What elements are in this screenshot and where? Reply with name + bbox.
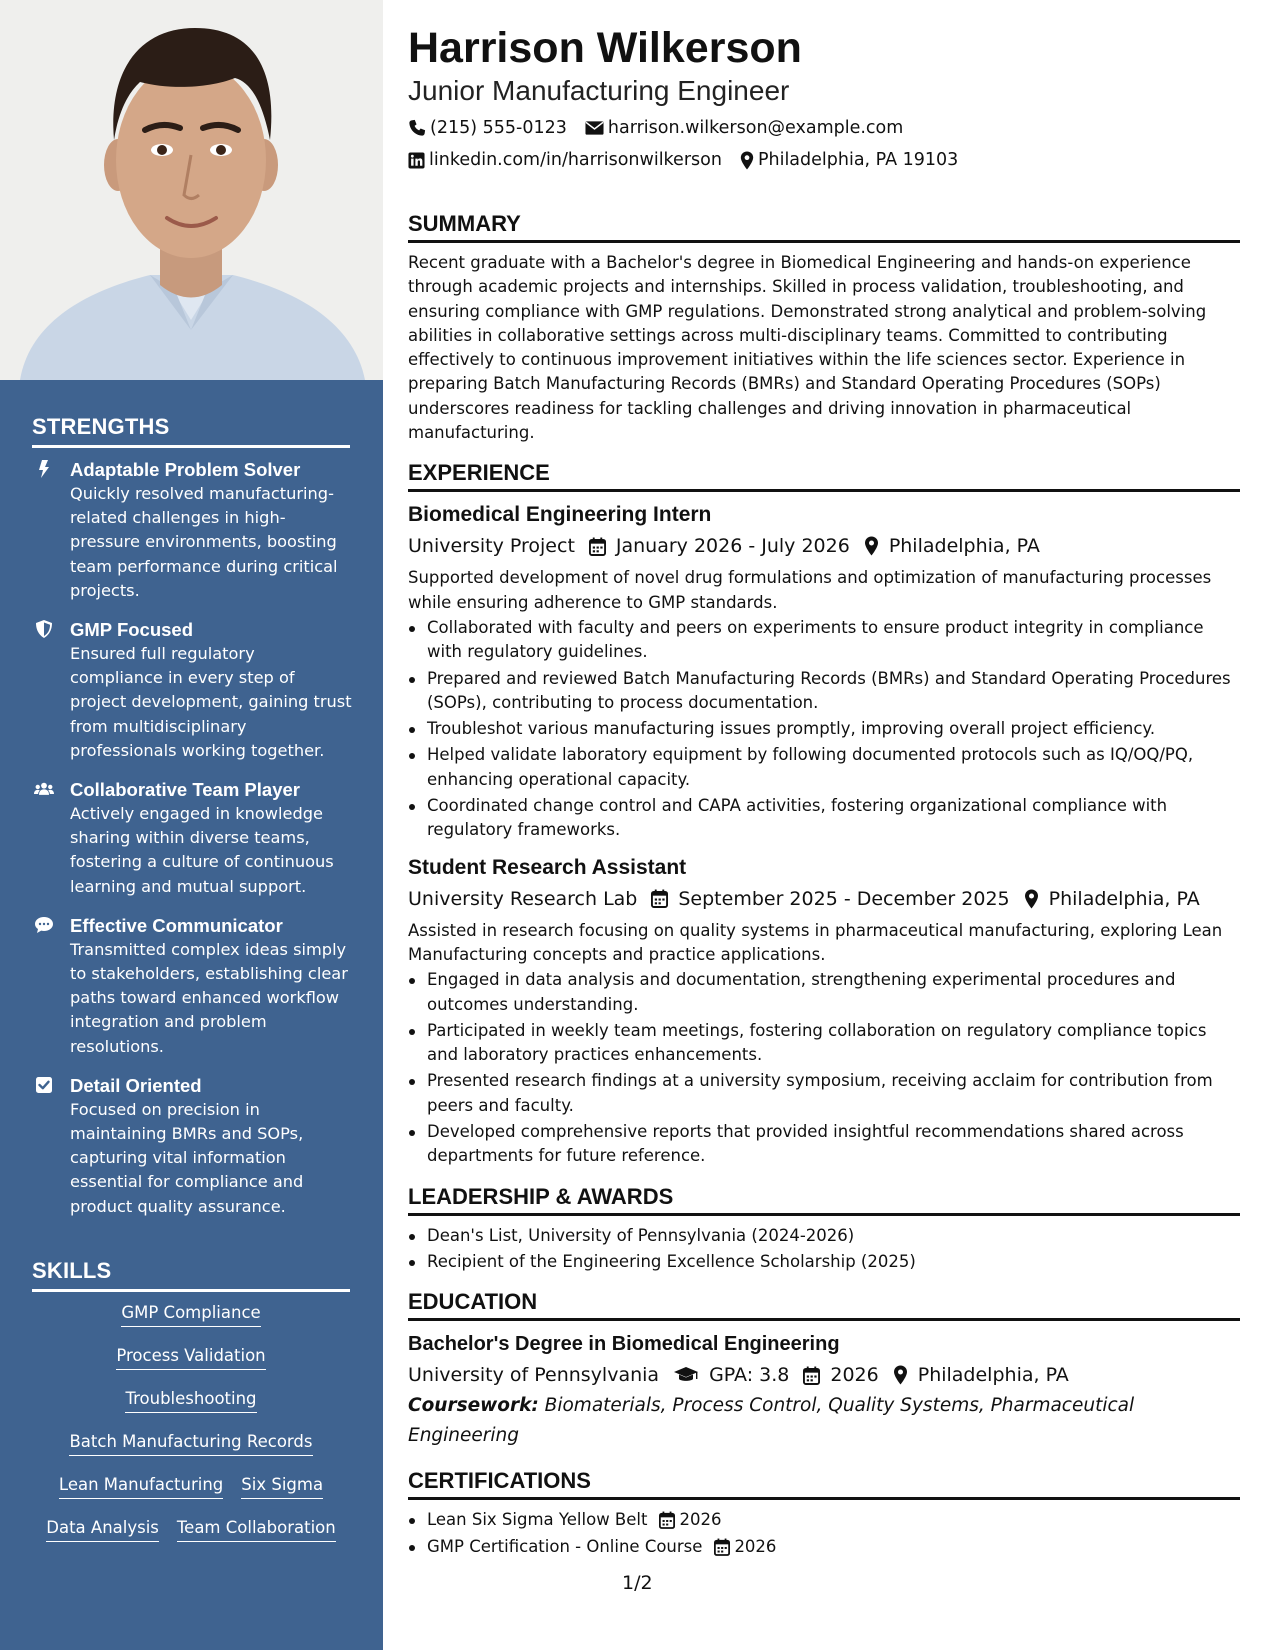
profile-photo: [0, 0, 383, 380]
experience-heading: EXPERIENCE: [408, 459, 1240, 492]
calendar-icon: [651, 889, 668, 908]
strength-description: Quickly resolved manufacturing-related challenges in high-pressure environments, boosting team performance during critical projects.: [70, 484, 338, 600]
location-contact: [740, 144, 958, 176]
job-meta: [408, 530, 1240, 562]
skill-tag: Six Sigma: [241, 1474, 323, 1499]
strength-description: Transmitted complex ideas simply to stakeholders, establishing clear paths toward enhanced workflow integration and problem resolutions.: [70, 939, 348, 1056]
certification-item: [408, 1508, 1240, 1532]
phone-icon: [408, 119, 426, 137]
job-bullets: [408, 616, 1240, 843]
strengths-list: [32, 458, 352, 1234]
skill-tag: Process Validation: [116, 1345, 265, 1370]
job-description: Supported development of novel drug formulations and optimization of manufacturing processes while ensuring adherence to GMP standards.: [408, 568, 1212, 612]
strength-item: [32, 618, 352, 763]
job-dates: January 2026 - July 2026: [615, 535, 850, 558]
contact-row: [408, 144, 1240, 176]
strength-item: [32, 458, 352, 603]
sidebar: [0, 0, 383, 1650]
location-text: Philadelphia, PA 19103: [757, 150, 959, 170]
users-icon: [34, 779, 54, 799]
strength-title: Effective Communicator: [70, 914, 283, 936]
job-bullets: [408, 968, 1240, 1168]
location-pin-icon: [740, 151, 754, 170]
skill-tag: Team Collaboration: [177, 1517, 336, 1542]
job-meta: [408, 883, 1240, 915]
email-text: harrison.wilkerson@example.com: [607, 118, 904, 138]
certification-year: 2026: [679, 1510, 722, 1530]
strength-item: [32, 914, 352, 1059]
bullet-item: Developed comprehensive reports that provided insightful recommendations shared across departments for future reference.: [408, 1120, 1240, 1169]
award-item: Recipient of the Engineering Excellence Scholarship (2025): [408, 1250, 1240, 1274]
coursework-line: [408, 1391, 1240, 1451]
candidate-name: Harrison Wilkerson: [408, 24, 802, 72]
job-title: Student Research Assistant: [408, 855, 687, 879]
certifications-section: [408, 1467, 1240, 1559]
job-org: University Research Lab: [408, 887, 638, 910]
job-location: Philadelphia, PA: [1048, 887, 1200, 910]
bullet-item: Participated in weekly team meetings, fostering collaboration on regulatory compliance topics and laboratory practices enhancements.: [408, 1019, 1240, 1068]
strength-title: Collaborative Team Player: [70, 779, 300, 801]
contact-row: [408, 112, 1240, 144]
strength-item: [32, 1074, 352, 1219]
skill-tag: Troubleshooting: [125, 1388, 256, 1413]
degree-title: Bachelor's Degree in Biomedical Engineering: [408, 1333, 840, 1356]
skill-tag: Lean Manufacturing: [59, 1474, 223, 1499]
school-name: University of Pennsylvania: [408, 1364, 660, 1387]
job-entry: [408, 853, 1240, 1169]
summary-heading: SUMMARY: [408, 210, 1240, 243]
skill-tag: Batch Manufacturing Records: [69, 1431, 312, 1456]
strength-title: Adaptable Problem Solver: [70, 459, 301, 480]
coursework-text: Biomaterials, Process Control, Quality Systems, Pharmaceutical Engineering: [408, 1395, 1135, 1447]
graduation-year: 2026: [830, 1364, 879, 1387]
bullet-item: Troubleshot various manufacturing issues promptly, improving overall project efficiency.: [408, 717, 1240, 741]
strength-description: Ensured full regulatory compliance in every step of project development, gaining trust from multidisciplinary professionals working together.: [70, 644, 352, 760]
strength-description: Actively engaged in knowledge sharing within diverse teams, fostering a culture of continuous learning and mutual support.: [70, 804, 334, 896]
bullet-item: Coordinated change control and CAPA activities, fostering organizational compliance with regulatory frameworks.: [408, 794, 1240, 843]
calendar-icon: [589, 537, 606, 556]
job-title: Biomedical Engineering Intern: [408, 503, 712, 527]
skill-tag: Data Analysis: [46, 1517, 159, 1542]
bullet-item: Engaged in data analysis and documentation, strengthening experimental procedures and outcomes understanding.: [408, 968, 1240, 1017]
linkedin-text: linkedin.com/in/harrisonwilkerson: [429, 150, 722, 170]
certification-list: [408, 1508, 1240, 1559]
bullet-item: Collaborated with faculty and peers on experiments to ensure product integrity in compliance with regulatory guidelines.: [408, 616, 1240, 665]
certification-name: GMP Certification - Online Course: [427, 1536, 703, 1556]
location-pin-icon: [864, 536, 879, 556]
certification-item: [408, 1535, 1240, 1559]
gpa-text: GPA: 3.8: [709, 1364, 790, 1387]
bullet-item: Helped validate laboratory equipment by following documented protocols such as IQ/OQ/PQ, enhancing operational capacity.: [408, 743, 1240, 792]
education-meta: [408, 1359, 1240, 1391]
job-org: University Project: [408, 535, 575, 558]
summary-text: Recent graduate with a Bachelor's degree in Biomedical Engineering and hands-on experience through academic projects and internships. Skilled in process validation, troubleshooting, and ensuring compliance with GMP regulations. Demonstrated strong analytical and problem-solving abilities in collaborative settings across multi-disciplinary teams. Committed to contributing effectively to continuous improvement initiatives within the life sciences sector. Experience in preparing Batch Manufacturing Records (BMRs) and Standard Operating Procedures (SOPs) underscores readiness for tackling challenges and driving innovation in pharmaceutical manufacturing.: [408, 253, 1207, 443]
check-square-icon: [34, 1075, 54, 1095]
main-content: [408, 22, 1240, 1561]
strengths-heading: STRENGTHS: [32, 414, 350, 448]
candidate-title: Junior Manufacturing Engineer: [408, 75, 790, 106]
calendar-icon: [714, 1538, 730, 1556]
envelope-icon: [585, 120, 604, 136]
bullet-item: Presented research findings at a university symposium, receiving acclaim for contribution from peers and faculty.: [408, 1069, 1240, 1118]
leadership-section: [408, 1183, 1240, 1275]
graduation-cap-icon: [673, 1366, 699, 1384]
strength-title: Detail Oriented: [70, 1074, 202, 1096]
bullet-item: Prepared and reviewed Batch Manufacturing Records (BMRs) and Standard Operating Procedures (SOPs), contributing to process documentation.: [408, 667, 1240, 716]
calendar-icon: [659, 1511, 675, 1529]
strength-description: Focused on precision in maintaining BMRs and SOPs, capturing vital information essential for compliance and product quality assurance.: [70, 1099, 304, 1216]
calendar-icon: [803, 1366, 820, 1385]
school-location: Philadelphia, PA: [917, 1364, 1069, 1387]
bolt-icon: [34, 459, 54, 479]
linkedin-contact[interactable]: [408, 144, 722, 176]
education-section: [408, 1288, 1240, 1451]
certification-name: Lean Six Sigma Yellow Belt: [427, 1510, 648, 1530]
experience-section: [408, 459, 1240, 1168]
skill-tag: GMP Compliance: [121, 1302, 260, 1327]
shield-icon: [34, 619, 54, 639]
phone-text: (215) 555-0123: [430, 118, 567, 138]
leadership-list: [408, 1224, 1240, 1275]
phone-contact[interactable]: [408, 112, 567, 144]
location-pin-icon: [1024, 889, 1039, 909]
job-dates: September 2025 - December 2025: [678, 887, 1010, 910]
location-pin-icon: [893, 1365, 908, 1385]
certifications-heading: CERTIFICATIONS: [408, 1467, 1240, 1500]
strength-item: [32, 778, 352, 899]
email-contact[interactable]: [585, 112, 903, 144]
page-number: 1/2: [622, 1572, 653, 1594]
education-heading: EDUCATION: [408, 1288, 1240, 1321]
skills-heading: SKILLS: [32, 1258, 350, 1292]
award-item: Dean's List, University of Pennsylvania (2024-2026): [408, 1224, 1240, 1248]
coursework-label: Coursework:: [408, 1395, 539, 1417]
certification-year: 2026: [734, 1536, 777, 1556]
skills-list: [32, 1302, 350, 1560]
job-entry: [408, 500, 1240, 842]
leadership-heading: LEADERSHIP & AWARDS: [408, 1183, 1240, 1216]
job-location: Philadelphia, PA: [888, 535, 1040, 558]
job-description: Assisted in research focusing on quality systems in pharmaceutical manufacturing, exploring Lean Manufacturing concepts and practice applications.: [408, 920, 1223, 964]
strength-title: GMP Focused: [70, 619, 194, 641]
comment-icon: [34, 915, 54, 935]
linkedin-icon: [408, 152, 425, 169]
